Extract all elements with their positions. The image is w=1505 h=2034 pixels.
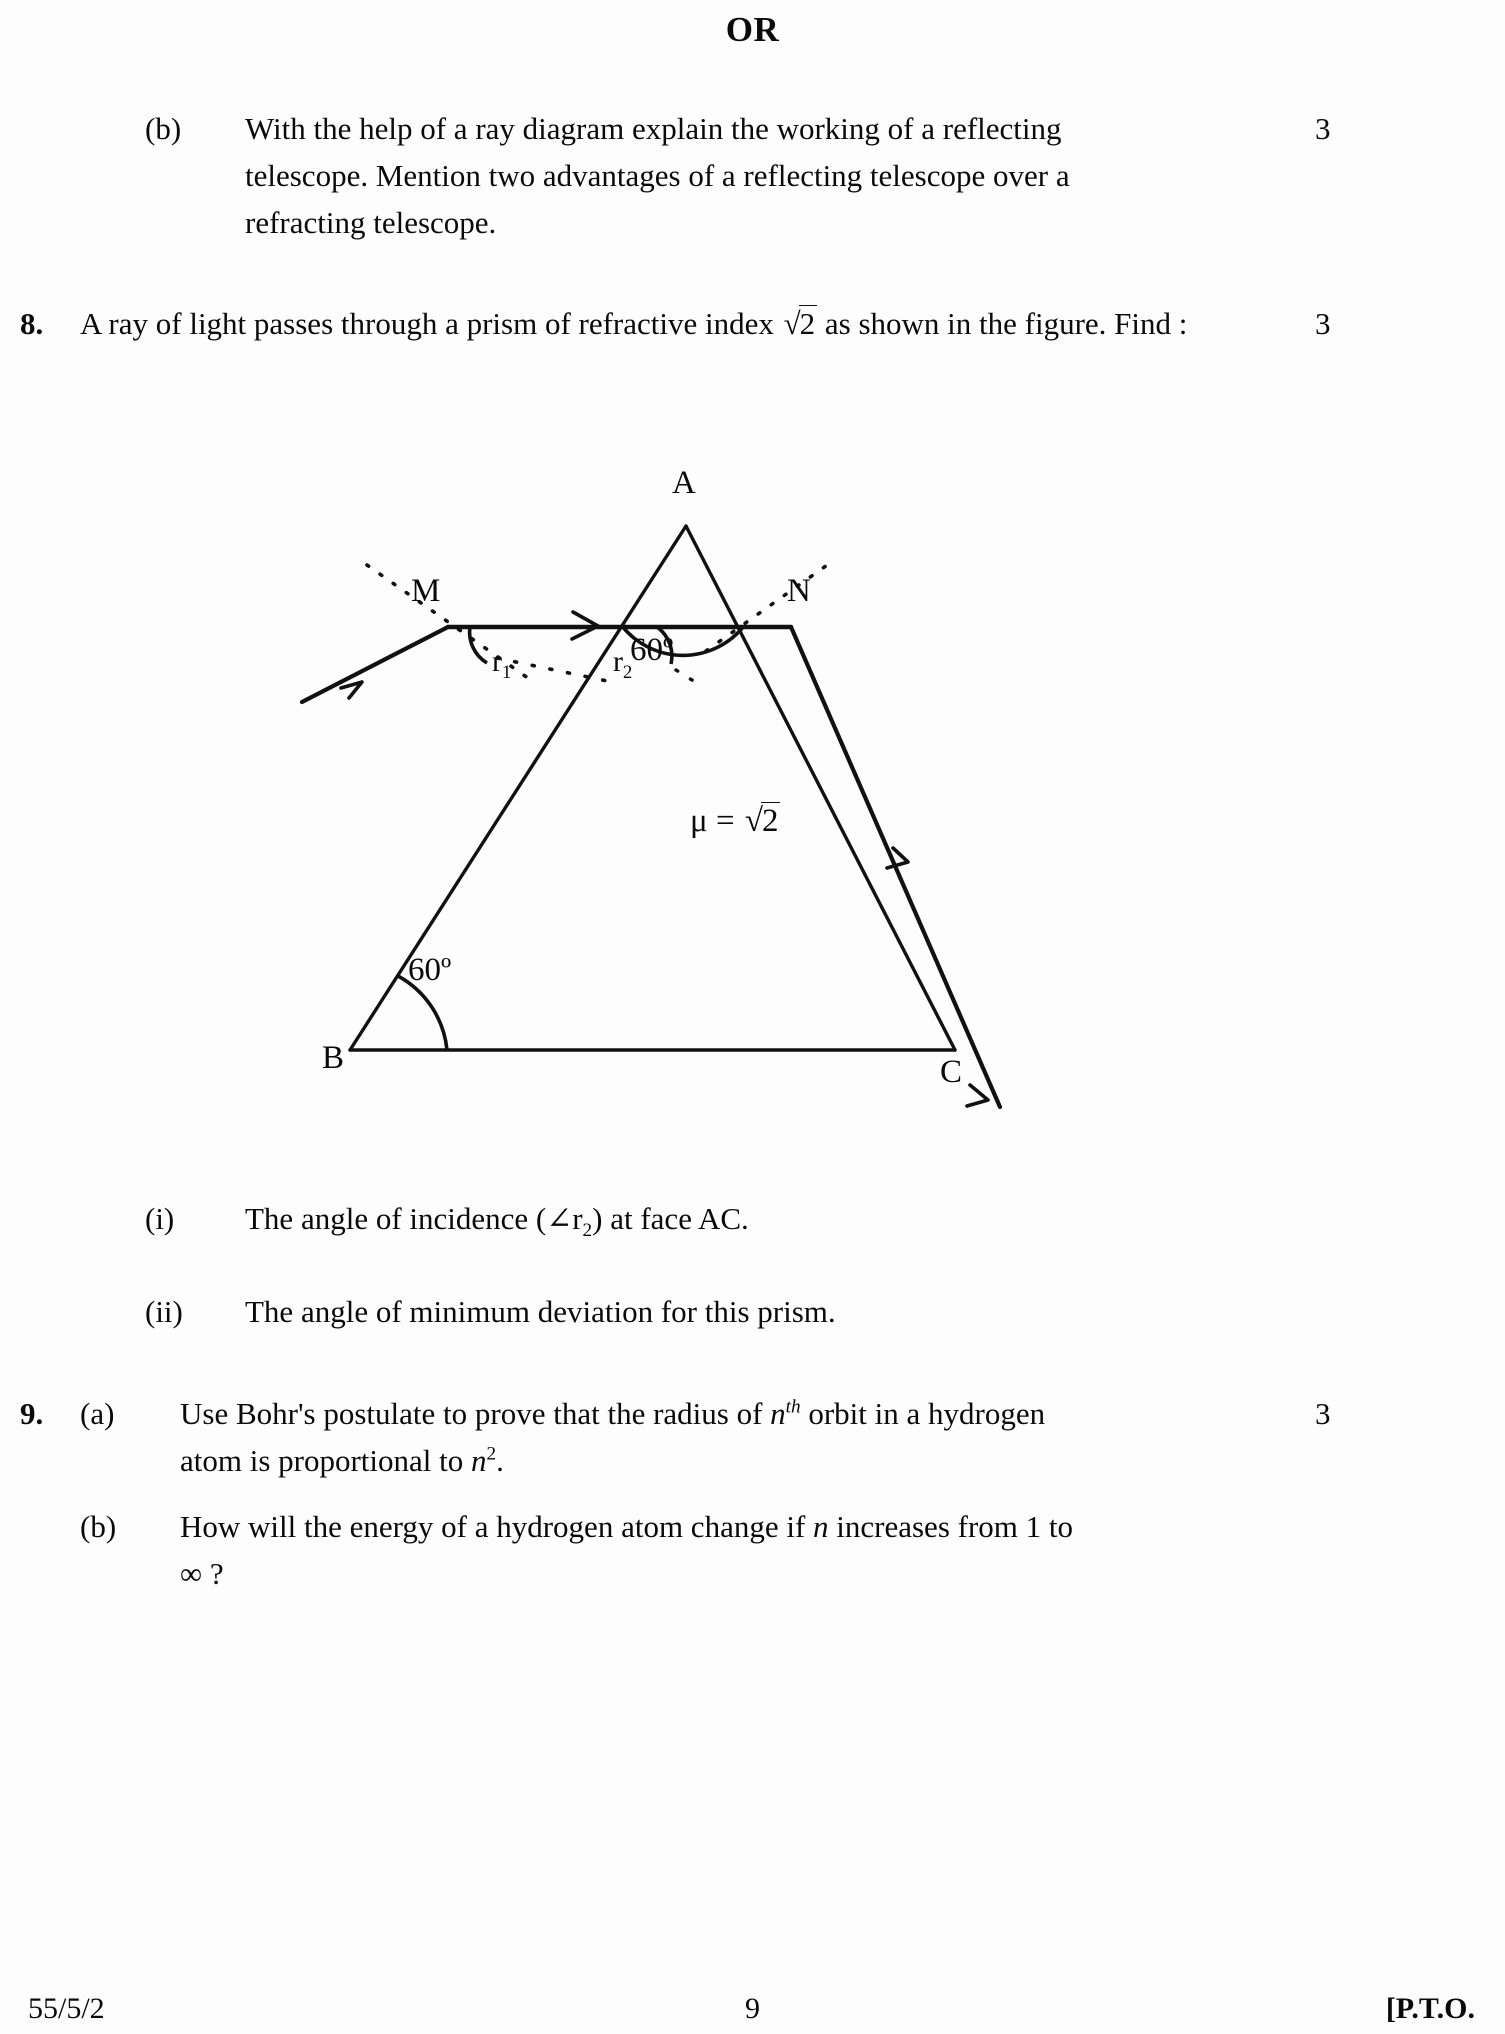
mu-radical-value: 2 [761,803,779,839]
prism-ray-diagram [0,465,1505,1150]
question-8-item-i-label: (i) [145,1201,175,1236]
page-footer [0,1976,1505,2026]
label-vertex-a: A [672,465,696,501]
label-r1-sub: 1 [502,662,512,683]
q9a-var2: n [471,1443,487,1479]
question-9a-label: (a) [80,1396,115,1431]
question-7b-label: (b) [145,111,182,146]
question-7b-marks: 3 [1315,111,1331,146]
prism-side-ab [350,526,686,1050]
label-r2 [613,645,632,684]
question-8-number: 8. [20,306,44,341]
question-7b-row [85,105,1165,246]
dotted-normal-tail-n [676,670,700,685]
q9a-sup1: th [785,1396,801,1418]
label-point-m: M [411,573,441,609]
emergent-ray-arrow-2 [967,1085,988,1106]
label-r2-sub: 2 [623,662,633,683]
label-r1-letter: r [492,645,502,678]
or-heading: OR [725,10,780,49]
page-number: 9 [745,1992,760,2025]
label-r1 [492,645,511,684]
q9a-sup2: 2 [486,1443,497,1465]
question-9b-text [180,1503,1100,1597]
question-8-item-i-text [245,1195,1085,1245]
question-9a-marks: 3 [1315,1396,1331,1431]
label-vertex-c: C [940,1054,963,1090]
question-9b-row [20,1503,1310,1597]
question-8-item-ii-text: The angle of minimum deviation for this prism. [245,1294,836,1329]
question-8-row [20,300,1310,347]
pto-marker: [P.T.O. [1385,1992,1475,2025]
q9a-text-b: orbit in a hydrogen atom is proportional to [180,1396,1046,1479]
question-8-item-i-row [85,1195,1165,1245]
normal-at-n [706,563,830,651]
sqrt-two-inline [782,300,818,347]
question-9-number: 9. [20,1396,44,1431]
label-apex-angle: 60º [630,632,674,668]
q9b-text-b: increases from 1 to ∞ ? [180,1509,1074,1592]
label-mu-radical [743,803,781,840]
label-mu-symbol: μ = [690,803,735,839]
question-8-text [80,300,1270,347]
mu-radical-symbol: √ [744,803,763,839]
incident-ray-arrow [341,682,362,698]
question-8-item-ii-row [85,1288,1165,1335]
q9b-var1: n [813,1509,829,1544]
radical-symbol: √ [783,306,801,341]
question-8-marks: 3 [1315,306,1331,341]
radical-value: 2 [799,306,816,341]
q9a-text-a: Use Bohr's postulate to prove that the radius of [180,1396,771,1431]
question-7b-text: With the help of a ray diagram explain the working of a reflecting telescope. Mention two advantages of a reflecting telescope over a refracting telescope. [245,111,1070,241]
question-9a-text [180,1390,1100,1484]
question-9b-label: (b) [80,1509,117,1544]
label-base-angle: 60º [408,952,452,988]
item-i-text-a: The angle of incidence (∠r [245,1201,583,1236]
q9a-var1: n [770,1396,786,1431]
prism-side-ac [686,526,955,1050]
item-i-sub: 2 [582,1220,593,1242]
question-8-item-ii-label: (ii) [145,1294,183,1329]
incident-ray [302,627,448,702]
r1-angle-arc [470,627,487,663]
paper-code: 55/5/2 [28,1992,105,2025]
item-i-text-b: ) at face AC. [592,1201,749,1236]
label-r2-letter: r [613,645,623,678]
question-9a-row [20,1390,1310,1484]
label-vertex-b: B [322,1040,345,1076]
q9b-text-a: How will the energy of a hydrogen atom change if [180,1509,814,1544]
question-8-text-after: as shown in the figure. Find : [824,306,1188,341]
q9a-text-c: . [496,1443,504,1479]
label-point-n: N [787,573,811,609]
question-8-text-before: A ray of light passes through a prism of refractive index [80,306,774,341]
label-mu [690,803,780,840]
